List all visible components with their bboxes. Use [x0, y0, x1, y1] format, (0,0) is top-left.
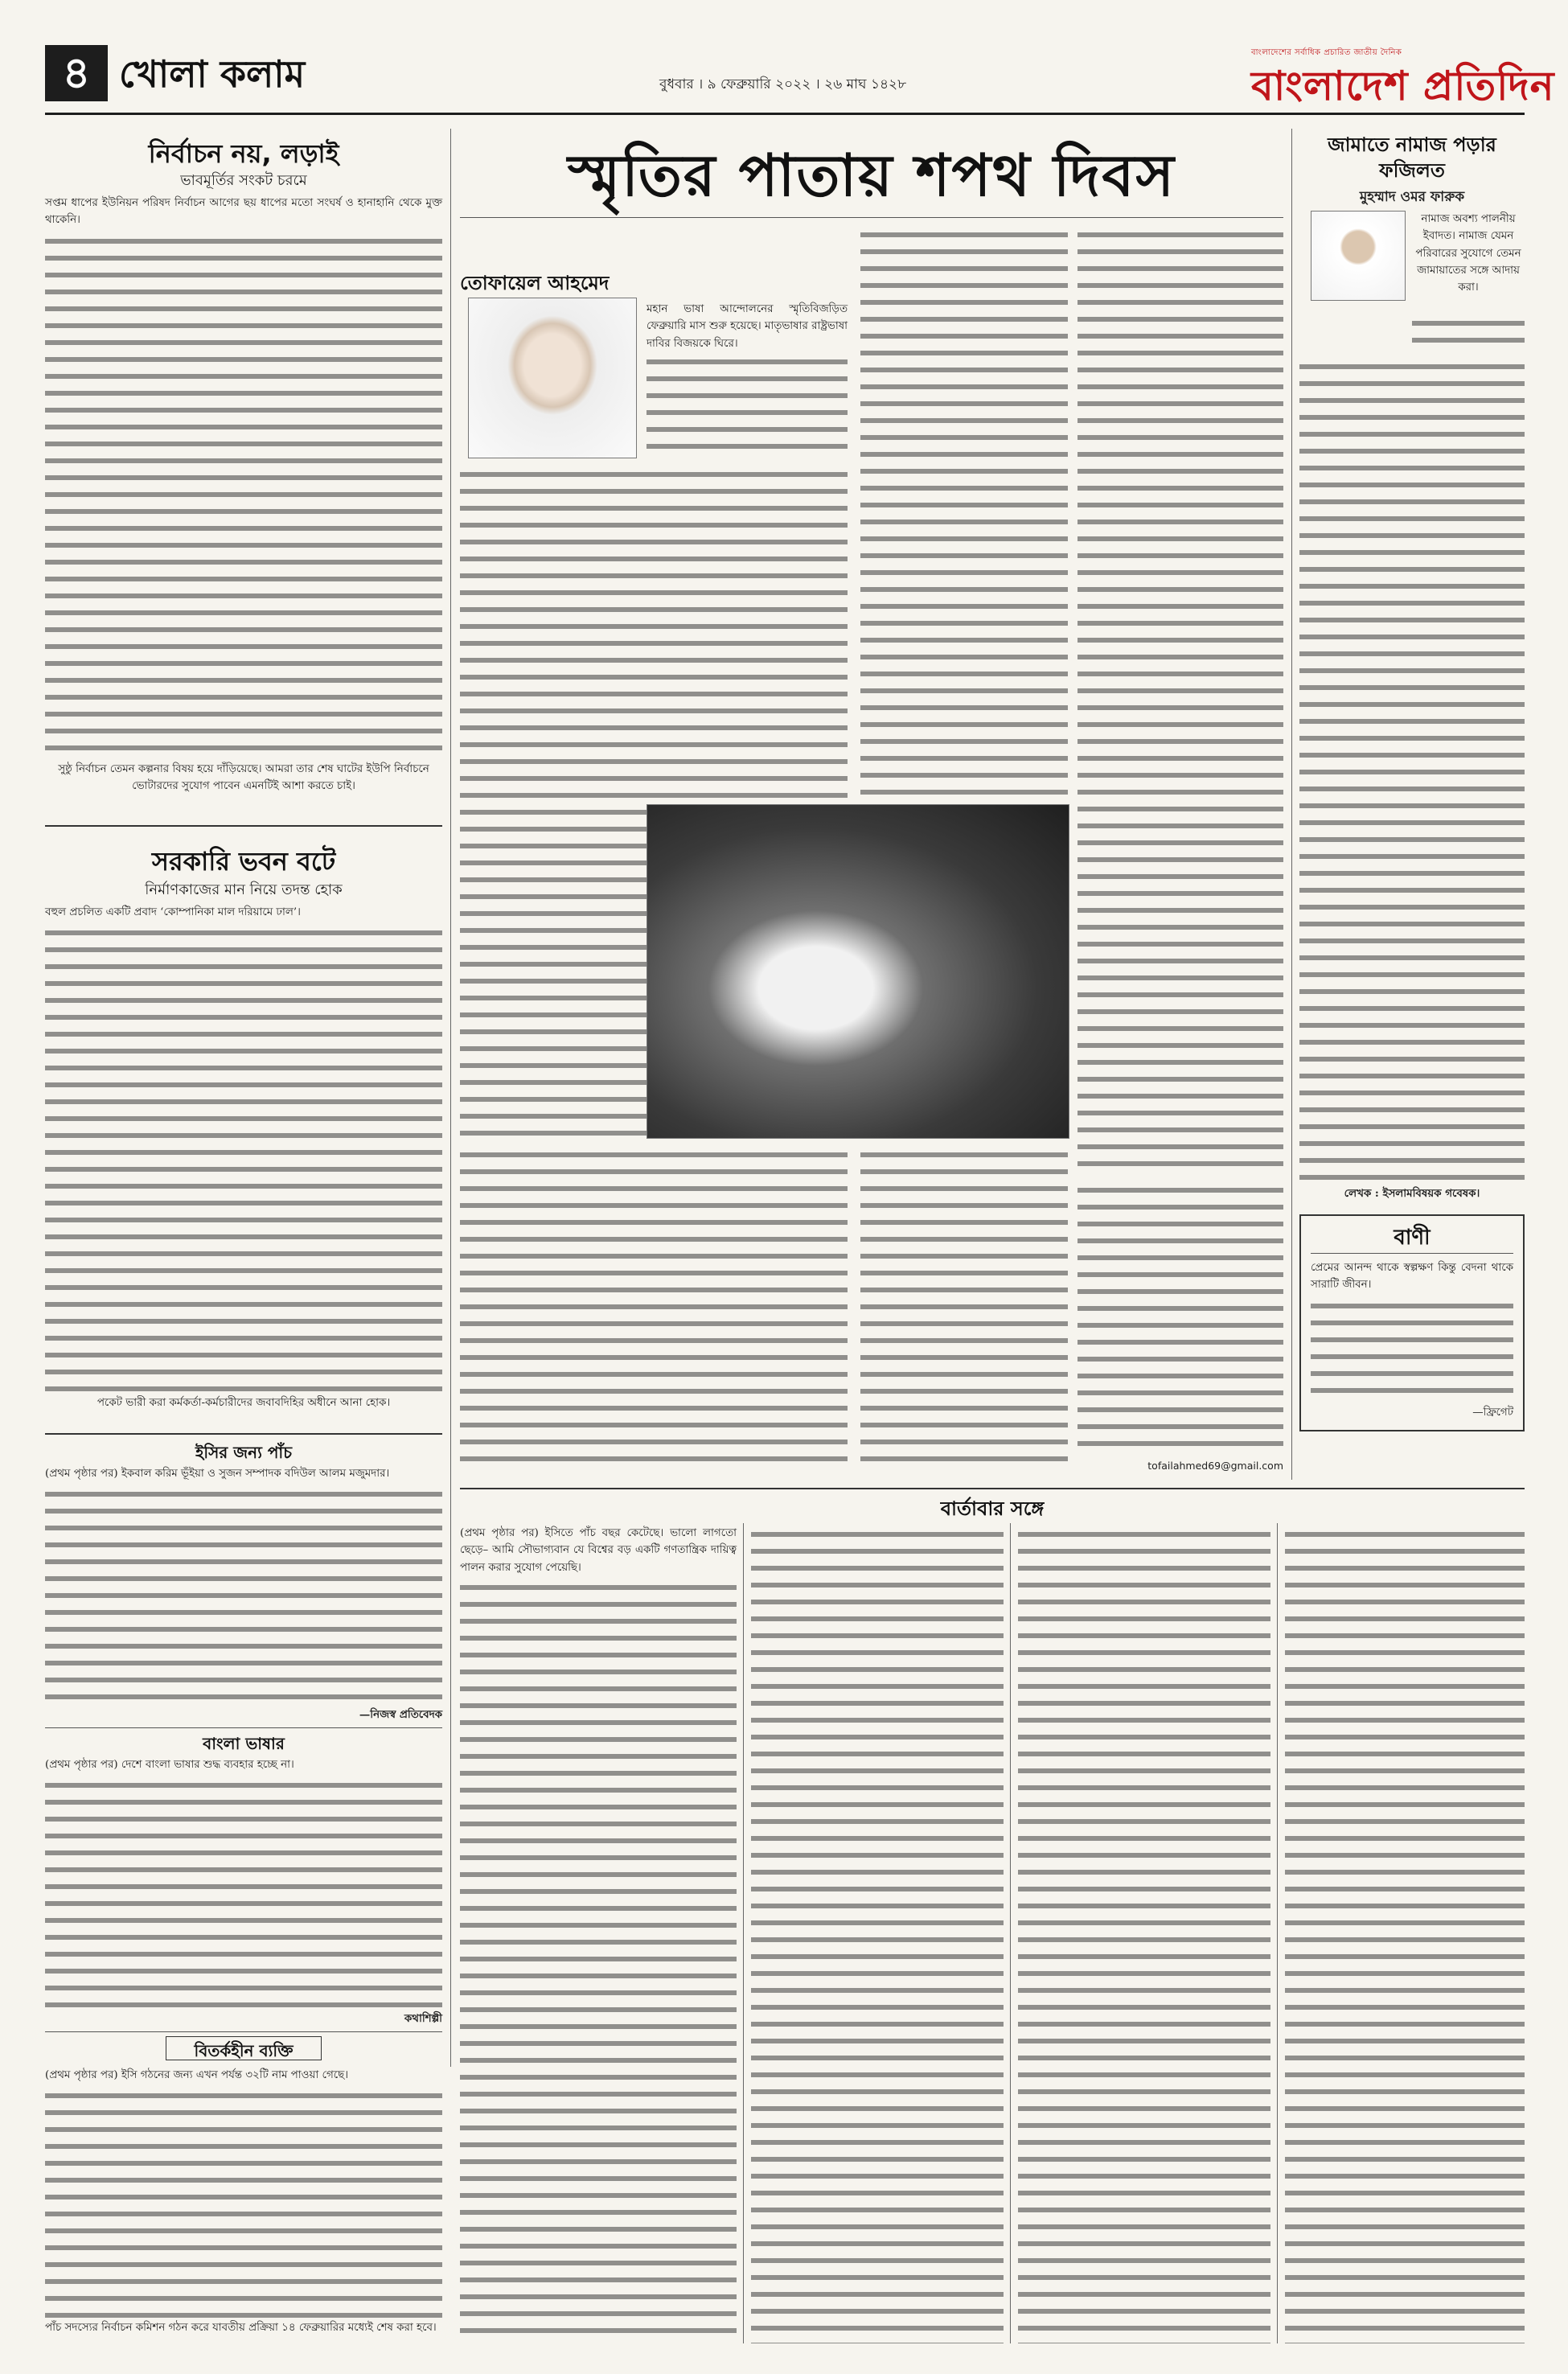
column-divider	[1010, 1523, 1011, 2343]
interview-body-2	[751, 1525, 1004, 2343]
news-lead-bitorkito: (প্রথম পৃষ্ঠার পর) ইসি গঠনের জন্য এখন পর্যন্ত ৩২টি নাম পাওয়া গেছে।	[45, 2069, 349, 2081]
newspaper-logo: বাংলাদেশ প্রতিদিন	[1251, 63, 1555, 109]
author-photo	[468, 298, 637, 458]
main-byline: তোফায়েল আহমেদ	[460, 272, 610, 294]
left-column	[45, 127, 442, 2347]
religion-lead: নামাজ অবশ্য পালনীয় ইবাদত। নামাজ যেমন পরিবারের সুযোগে তেমন জামায়াতের সঙ্গে আদায় করা।	[1415, 213, 1521, 294]
column-divider	[450, 129, 451, 2067]
editorial-title-2: সরকারি ভবন বটে	[151, 846, 336, 877]
editorial-subtitle: ভাবমূর্তির সংকট চরমে	[180, 172, 307, 189]
quote-body	[1311, 1296, 1513, 1401]
religion-author: মুহম্মাদ ওমর ফারুক	[1359, 189, 1465, 205]
section-title: খোলা কলাম	[119, 52, 306, 96]
main-headline: স্মৃতির পাতায় শপথ দিবস	[568, 142, 1176, 209]
divider	[45, 2031, 442, 2032]
page-number: ৪	[45, 45, 108, 101]
quote-title: বাণী	[1394, 1226, 1430, 1250]
right-column	[1299, 127, 1525, 1478]
interview-lead: (প্রথম পৃষ্ঠার পর) ইসিতে পাঁচ বছর কেটেছে। ভালো লাগতো ছেড়ে– আমি সৌভাগ্যবান যে বিশ্বের বড় একটি গণতান্ত্রিক দায়িত্ব পালন করার সুযোগ পেয়েছি।	[460, 1527, 737, 1574]
main-article	[460, 127, 1283, 1478]
main-body-3	[1077, 225, 1283, 1174]
divider	[45, 1727, 442, 1728]
historic-rally-photo	[646, 804, 1069, 1139]
column-divider	[1291, 129, 1292, 1480]
divider	[45, 1433, 442, 1435]
editorial-title: নির্বাচন নয়, লড়াই	[148, 138, 339, 169]
news-title-bhasha: বাংলা ভাষার	[203, 1734, 285, 1753]
main-body-4	[460, 1145, 848, 1473]
editorial-lead-2: বহুল প্রচলিত একটি প্রবাদ ‘কোম্পানিকা মাল দরিয়ামে ঢাল’।	[45, 906, 301, 918]
editorial-ending: সুষ্ঠু নির্বাচন তেমন কল্পনার বিষয় হয়ে দাঁড়িয়েছে। আমরা তার শেষ ঘাটের ইউপি নির্বাচনে ভোটারদের সুযোগ পাবেন এমনটিই আশা করতে চাই।	[58, 763, 429, 793]
news-lead-bhasha: (প্রথম পৃষ্ঠার পর) দেশে বাংলা ভাষার শুদ্ধ ব্যবহার হচ্ছে না।	[45, 1759, 294, 1771]
editorial-body-2	[45, 923, 442, 1391]
news-ending-bitorkito: পাঁচ সদস্যের নির্বাচন কমিশন গঠন করে যাবতীয় প্রক্রিয়া ১৪ ফেব্রুয়ারির মধ্যেই শেষ করা হবে।	[45, 2322, 437, 2334]
news-title-isi: ইসির জন্য পাঁচ	[195, 1443, 293, 1462]
religion-author-photo	[1311, 211, 1406, 301]
interview-body-3	[1018, 1525, 1270, 2343]
header-rule	[45, 113, 1525, 115]
quote-attribution: —ফ্রিগেট	[1472, 1407, 1513, 1419]
logo-tagline: বাংলাদেশের সর্বাধিক প্রচারিত জাতীয় দৈনিক	[1251, 48, 1402, 57]
column-divider	[1277, 1523, 1278, 2343]
news-signoff-isi: —নিজস্ব প্রতিবেদক	[359, 1708, 442, 1721]
news-body-isi	[45, 1485, 442, 1707]
religion-title: জামাতে নামাজ পড়ার ফজিলত	[1328, 133, 1496, 182]
religion-body	[1299, 357, 1525, 1184]
main-body-5	[860, 1145, 1068, 1473]
section-rule	[460, 1488, 1525, 1489]
news-body-bitorkito	[45, 2086, 442, 2319]
editorial-body	[45, 232, 442, 756]
interview-title: বার্তাবার সঙ্গে	[940, 1497, 1045, 1520]
news-signoff-bhasha: কথাশিল্পী	[404, 2012, 442, 2025]
editorial-lead: সপ্তম ধাপের ইউনিয়ন পরিষদ নির্বাচন আগের ছয় ধাপের মতো সংঘর্ষ ও হানাহানি থেকে মুক্ত থাকেনি।	[45, 197, 442, 227]
main-lead: মহান ভাষা আন্দোলনের স্মৃতিবিজড়িত ফেব্রুয়ারি মাস শুরু হয়েছে। মাতৃভাষার রাষ্ট্রভাষা দাবির বিজয়কে ঘিরে।	[646, 303, 848, 350]
interview-body-4	[1285, 1525, 1525, 2343]
quote-text: প্রেমের আনন্দ থাকে স্বল্পক্ষণ কিন্তু বেদনা থাকে সারাটি জীবন।	[1311, 1262, 1513, 1292]
author-email: tofailahmed69@gmail.com	[1147, 1460, 1283, 1472]
interview-section	[460, 1493, 1525, 2350]
column-divider	[743, 1523, 744, 2343]
headline-rule	[460, 217, 1283, 218]
religion-signoff: লেখক : ইসলামবিষয়ক গবেষক।	[1344, 1187, 1480, 1200]
main-body-1a	[646, 352, 848, 460]
interview-body-1	[460, 1578, 737, 2343]
editorial-ending-2: পকেট ভারী করা কর্মকর্তা-কর্মচারীদের জবাবদিহির অধীনে আনা হোক।	[96, 1397, 391, 1409]
divider	[45, 825, 442, 827]
main-body-6	[1077, 1181, 1283, 1456]
main-body-2	[860, 225, 1068, 799]
news-title-bitorkito: বিতর্কহীন ব্যক্তি	[194, 2041, 293, 2060]
news-lead-isi: (প্রথম পৃষ্ঠার পর) ইকবাল করিম ভূঁইয়া ও সুজন সম্পাদক বদিউল আলম মজুমদার।	[45, 1468, 390, 1480]
editorial-subtitle-2: নির্মাণকাজের মান নিয়ে তদন্ত হোক	[145, 881, 343, 898]
religion-body-a	[1412, 314, 1525, 352]
issue-date: বুধবার । ৯ ফেব্রুয়ারি ২০২২ । ২৬ মাঘ ১৪২৮	[659, 76, 907, 92]
news-body-bhasha	[45, 1776, 442, 2011]
quote-rule	[1311, 1253, 1513, 1254]
